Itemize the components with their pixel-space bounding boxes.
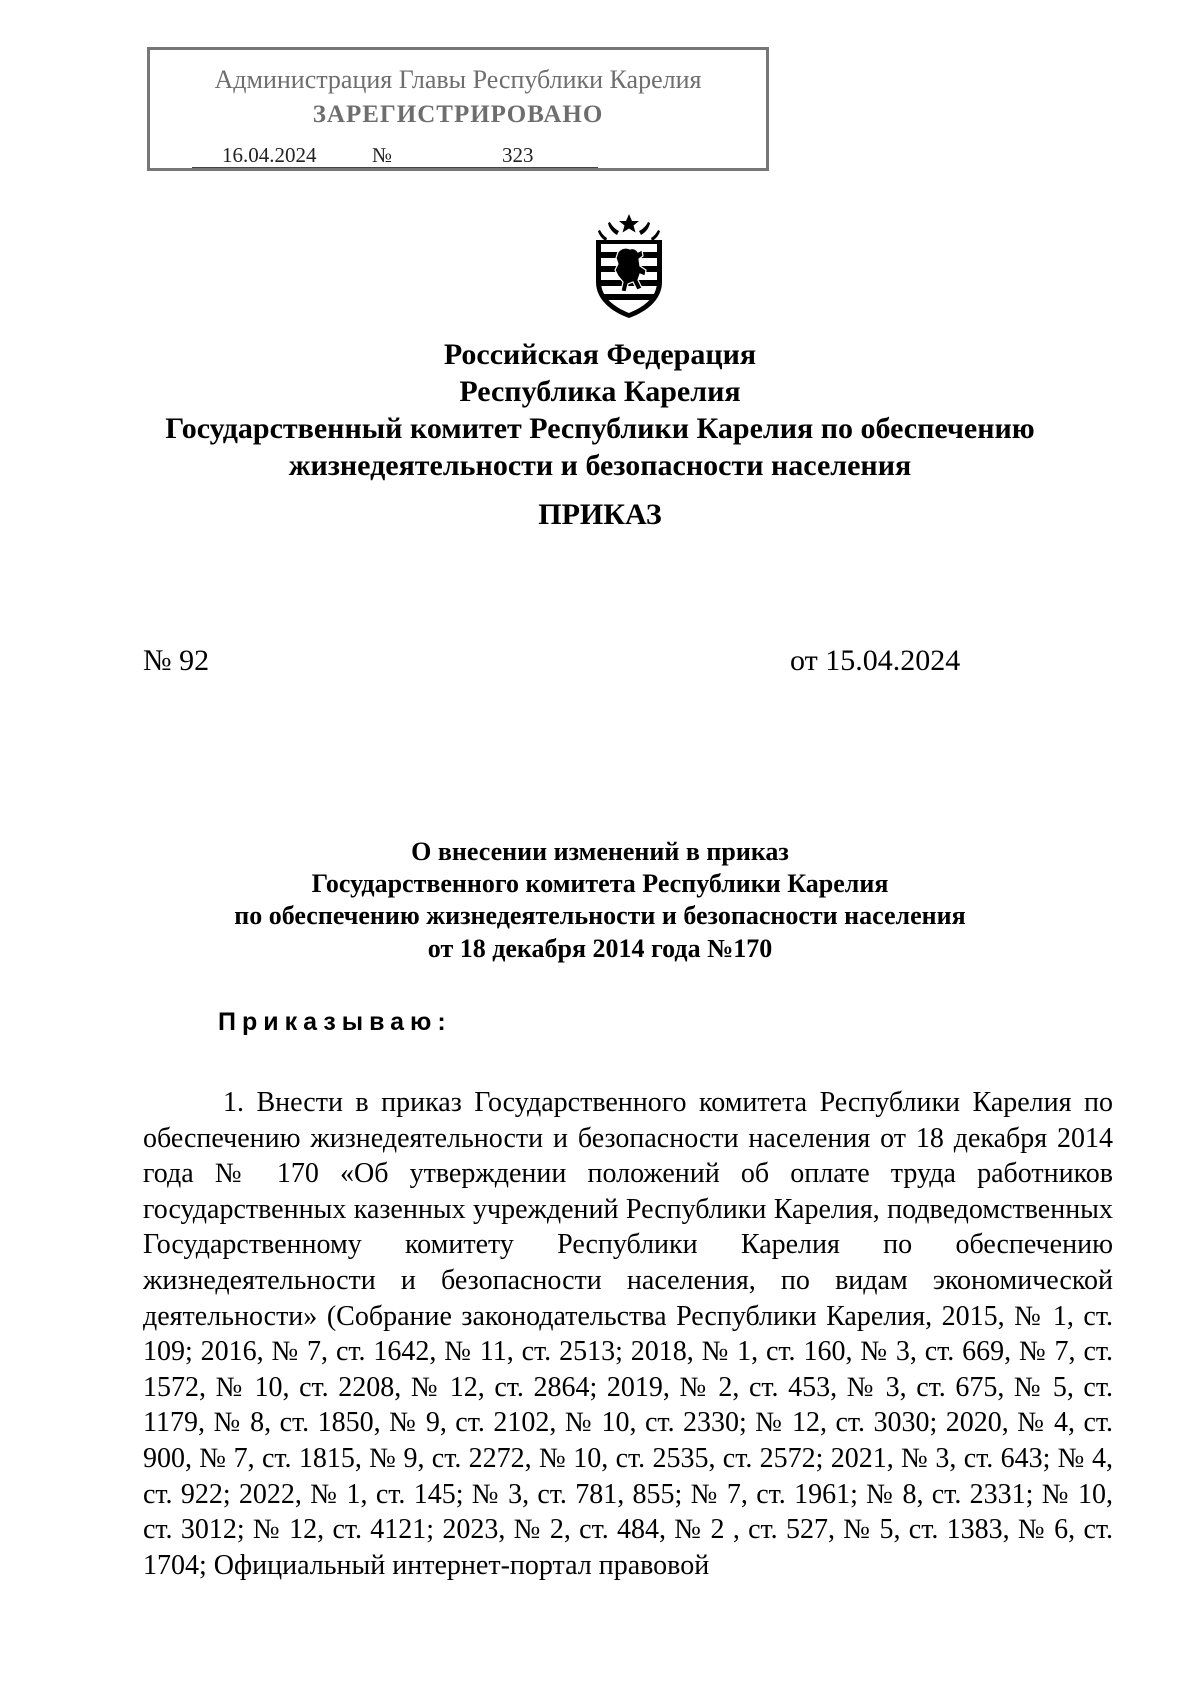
stamp-status: ЗАРЕГИСТРИРОВАНО [312,101,604,128]
header-country: Российская Федерация [443,338,757,371]
order-number: № 92 [143,644,210,677]
registration-stamp [147,47,769,171]
decree-heading: Приказываю: [218,1008,452,1036]
header-committee-line2: жизнедеятельности и безопасности населения [288,449,912,482]
order-date: от 15.04.2024 [790,644,961,677]
document-title-line1: О внесении изменений в приказ [411,837,789,866]
stamp-number: 323 [398,143,598,168]
header-committee-line1: Государственный комитет Республики Карелия по обеспечению [165,412,1035,445]
stamp-organization: Администрация Главы Республики Карелия [214,65,702,94]
document-title-line3: по обеспечению жизнедеятельности и безопасности населения [234,901,966,930]
stamp-date: 16.04.2024 [192,143,372,168]
stamp-number-sign: № [372,143,398,168]
document-type: ПРИКАЗ [538,498,662,531]
header-republic: Республика Карелия [459,375,741,408]
karelia-coat-of-arms-icon [588,212,670,320]
document-title-line2: Государственного комитета Республики Карелия [311,869,889,898]
paragraph-1: 1. Внести в приказ Государственного комитета Республики Карелия по обеспечению жизнедеятельности и безопасности населения от 18 декабря 2014 года № 170 «Об утверждении положений об оплате труда работников государственных казенных учреждений Республики Карелия, подведомственных Государственному комитету Республики Карелия по обеспечению жизнедеятельности и безопасности населения, по видам экономической деятельности» (Собрание законодательства Республики Карелия, 2015, № 1, ст. 109; 2016, № 7, ст. 1642, № 11, ст. 2513; 2018, № 1, ст. 160, № 3, ст. 669, № 7, ст. 1572, № 10, ст. 2208, № 12, ст. 2864; 2019, № 2, ст. 453, № 3, ст. 675, № 5, ст. 1179, № 8, ст. 1850, № 9, ст. 2102, № 10, ст. 2330; № 12, ст. 3030; 2020, № 4, ст. 900, № 7, ст. 1815, № 9, ст. 2272, № 10, ст. 2535, ст. 2572; 2021, № 3, ст. 643; № 4, ст. 922; 2022, № 1, ст. 145; № 3, ст. 781, 855; № 7, ст. 1961; № 8, ст. 2331; № 10, ст. 3012; № 12, ст. 4121; 2023, № 2, ст. 484, № 2 , ст. 527, № 5, ст. 1383, № 6, ст. 1704; Официальный интернет-портал правовой [143,1087,1113,1581]
document-title-line4: от 18 декабря 2014 года №170 [427,934,773,963]
stamp-registration-line [192,143,598,168]
